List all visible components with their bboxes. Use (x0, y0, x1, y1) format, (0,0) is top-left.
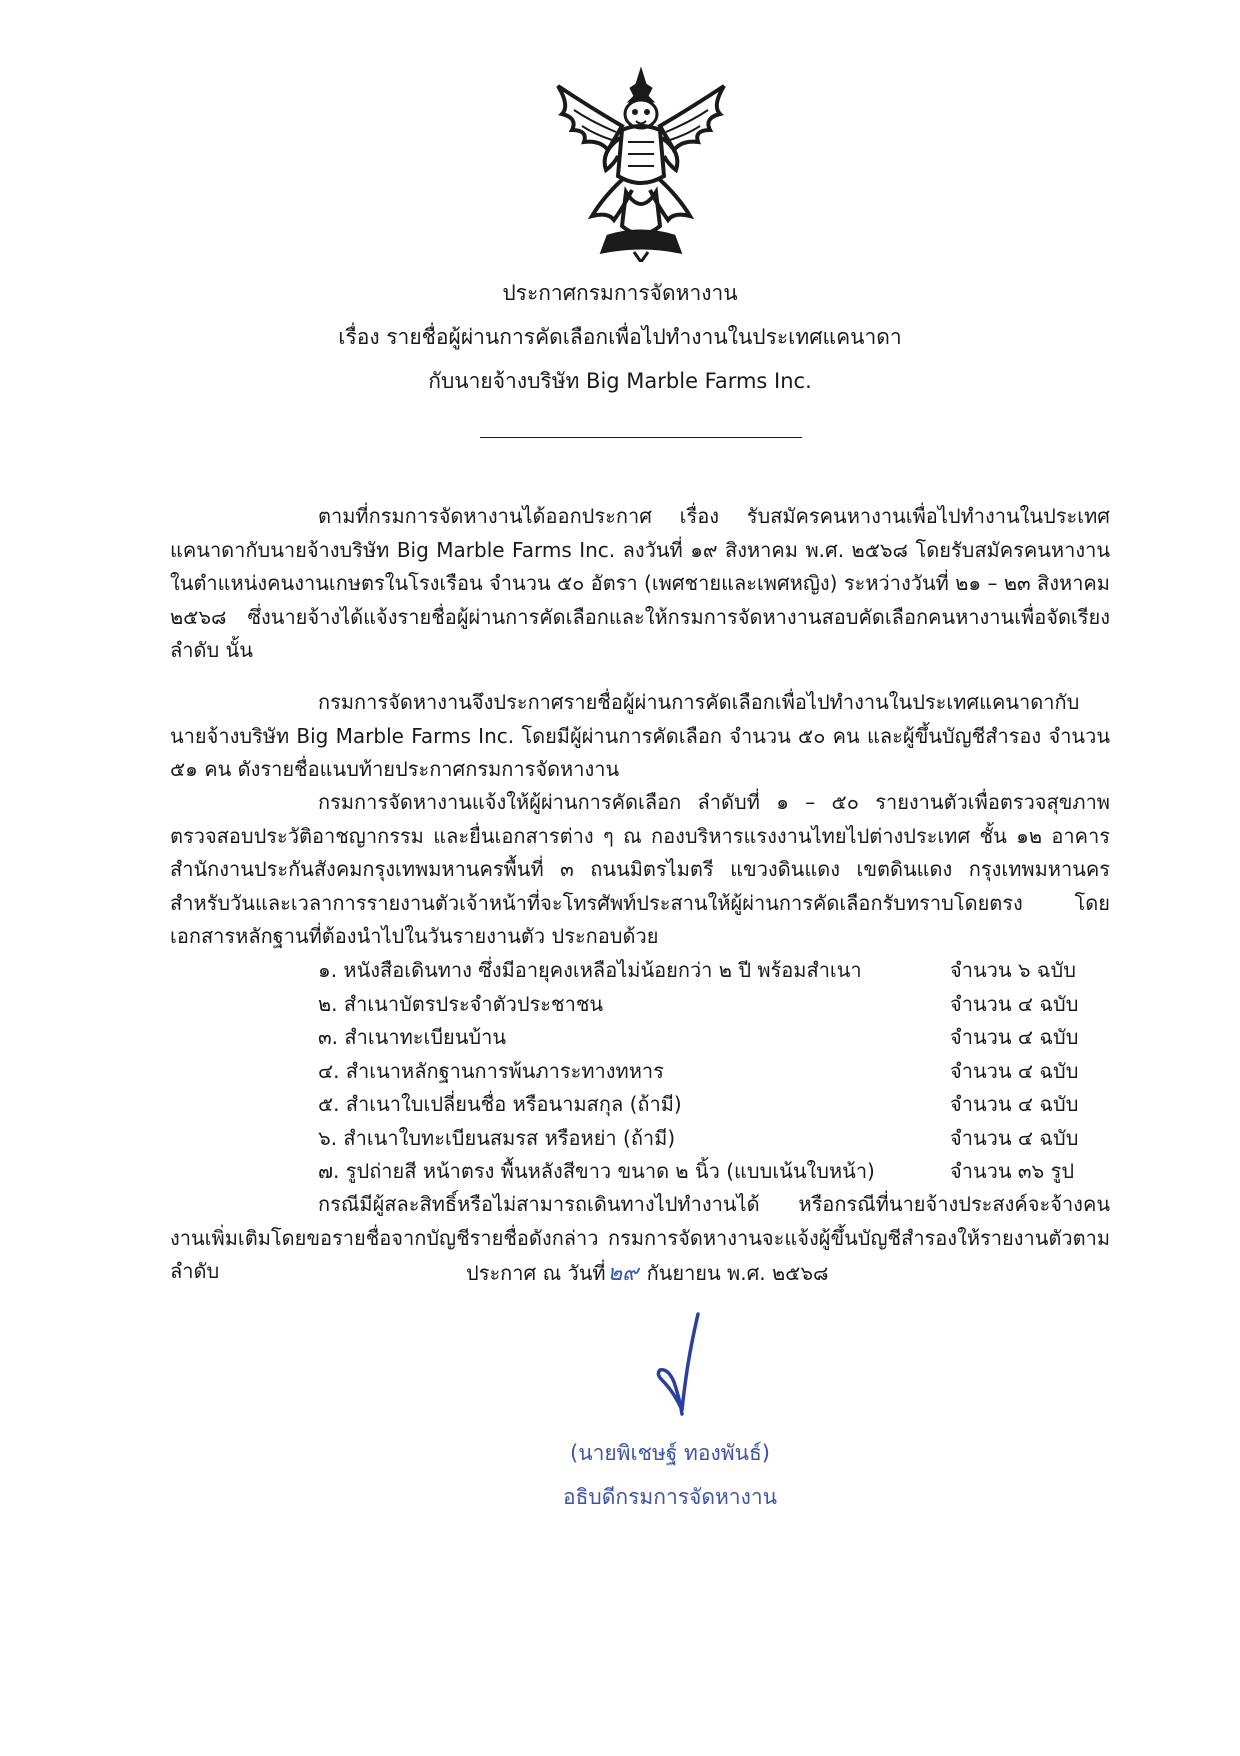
list-item (318, 1088, 1090, 1122)
paragraph-reporting-instructions: กรมการจัดหางานแจ้งให้ผู้ผ่านการคัดเลือก ลำดับที่ ๑ – ๕๐ รายงานตัวเพื่อตรวจสุขภาพ ตรวจสอบประวัติอาชญากรรม และยื่นเอกสารต่าง ๆ ณ กองบริหารแรงงานไทยไปต่างประเทศ ชั้น ๑๒ อาคารสำนักงานประกันสังคมกรุงเทพมหานครพื้นที่ ๓ ถนนมิตรไมตรี แขวงดินแดง เขตดินแดง กรุงเทพมหานคร สำหรับวันและเวลาการรายงานตัวเจ้าหน้าที่จะโทรศัพท์ประสานให้ผู้ผ่านการคัดเลือกรับทราบโดยตรง โดยเอกสารหลักฐานที่ต้องนำไปในวันรายงานตัว ประกอบด้วย (170, 790, 1110, 948)
document-count: จำนวน ๔ ฉบับ (950, 1025, 1079, 1049)
document-count: จำนวน ๔ ฉบับ (950, 991, 1079, 1016)
signer-name: (นายพิเชษฐ์ ทองพันธ์) (570, 1441, 770, 1465)
document-name: ๒. สำเนาบัตรประจำตัวประชาชน (318, 991, 604, 1016)
paragraph-reserve-list: กรณีมีผู้สละสิทธิ์หรือไม่สามารถเดินทางไปทำงานได้ หรือกรณีที่นายจ้างประสงค์จะจ้างคนงานเพิ่มเติมโดยขอรายชื่อจากบัญชีรายชื่อดังกล่าว กรมการจัดหางานจะแจ้งผู้ขึ้นบัญชีสำรองให้รายงานตัวตามลำดับ (170, 1192, 1110, 1283)
subject-line-2: กับนายจ้างบริษัท Big Marble Farms Inc. (428, 369, 812, 393)
list-item (318, 1021, 1090, 1055)
date-prefix: ประกาศ ณ วันที่ (466, 1261, 606, 1285)
document-name: ๓. สำเนาทะเบียนบ้าน (318, 1025, 507, 1049)
subject-line: เรื่อง รายชื่อผู้ผ่านการคัดเลือกเพื่อไปทำงานในประเทศแคนาดา (338, 325, 902, 349)
list-item (318, 1155, 1090, 1189)
paragraph-background: ตามที่กรมการจัดหางานได้ออกประกาศ เรื่อง รับสมัครคนหางานเพื่อไปทำงานในประเทศแคนาดากับนายจ้างบริษัท Big Marble Farms Inc. ลงวันที่ ๑๙ สิงหาคม พ.ศ. ๒๕๖๘ โดยรับสมัครคนหางานในตำแหน่งคนงานเกษตรในโรงเรือน จำนวน ๕๐ อัตรา (เพศชายและเพศหญิง) ระหว่างวันที่ ๒๑ – ๒๓ สิงหาคม ๒๕๖๘ ซึ่งนายจ้างได้แจ้งรายชื่อผู้ผ่านการคัดเลือกและให้กรมการจัดหางานสอบคัดเลือกคนหางานเพื่อจัดเรียงลำดับ นั้น (170, 504, 1110, 662)
paragraph-announcement: กรมการจัดหางานจึงประกาศรายชื่อผู้ผ่านการคัดเลือกเพื่อไปทำงานในประเทศแคนาดากับนายจ้างบริษัท Big Marble Farms Inc. โดยมีผู้ผ่านการคัดเลือก จำนวน ๕๐ คน และผู้ขึ้นบัญชีสำรอง จำนวน ๕๑ คน ดังรายชื่อแนบท้ายประกาศกรมการจัดหางาน (170, 690, 1110, 781)
document-count: จำนวน ๖ ฉบับ (950, 958, 1076, 982)
garuda-emblem-icon (548, 66, 734, 262)
document-name: ๔. สำเนาหลักฐานการพ้นภาระทางทหาร (318, 1058, 664, 1083)
document-name: ๑. หนังสือเดินทาง ซึ่งมีอายุคงเหลือไม่น้อยกว่า ๒ ปี พร้อมสำเนา (318, 958, 862, 982)
agency-title: ประกาศกรมการจัดหางาน (502, 281, 738, 305)
list-item (318, 1122, 1090, 1156)
required-documents-list (318, 954, 1090, 1189)
signature-icon (630, 1310, 740, 1420)
document-name: ๕. สำเนาใบเปลี่ยนชื่อ หรือนามสกุล (ถ้ามี) (318, 1092, 682, 1116)
document-count: จำนวน ๔ ฉบับ (950, 1092, 1079, 1116)
header-divider (480, 437, 802, 438)
document-name: ๖. สำเนาใบทะเบียนสมรส หรือหย่า (ถ้ามี) (318, 1125, 676, 1150)
handwritten-day: ๒๙ (607, 1261, 639, 1286)
list-item (318, 954, 1090, 988)
signer-title: อธิบดีกรมการจัดหางาน (563, 1485, 777, 1509)
list-item (318, 988, 1090, 1022)
document-count: จำนวน ๔ ฉบับ (950, 1125, 1079, 1150)
list-item (318, 1055, 1090, 1089)
document-count: จำนวน ๔ ฉบับ (950, 1058, 1079, 1083)
document-name: ๗. รูปถ่ายสี หน้าตรง พื้นหลังสีขาว ขนาด ๒ นิ้ว (แบบเน้นใบหน้า) (318, 1159, 875, 1183)
document-count: จำนวน ๓๖ รูป (950, 1159, 1075, 1183)
announcement-date (466, 1256, 828, 1291)
date-suffix: กันยายน พ.ศ. ๒๕๖๘ (646, 1261, 829, 1285)
